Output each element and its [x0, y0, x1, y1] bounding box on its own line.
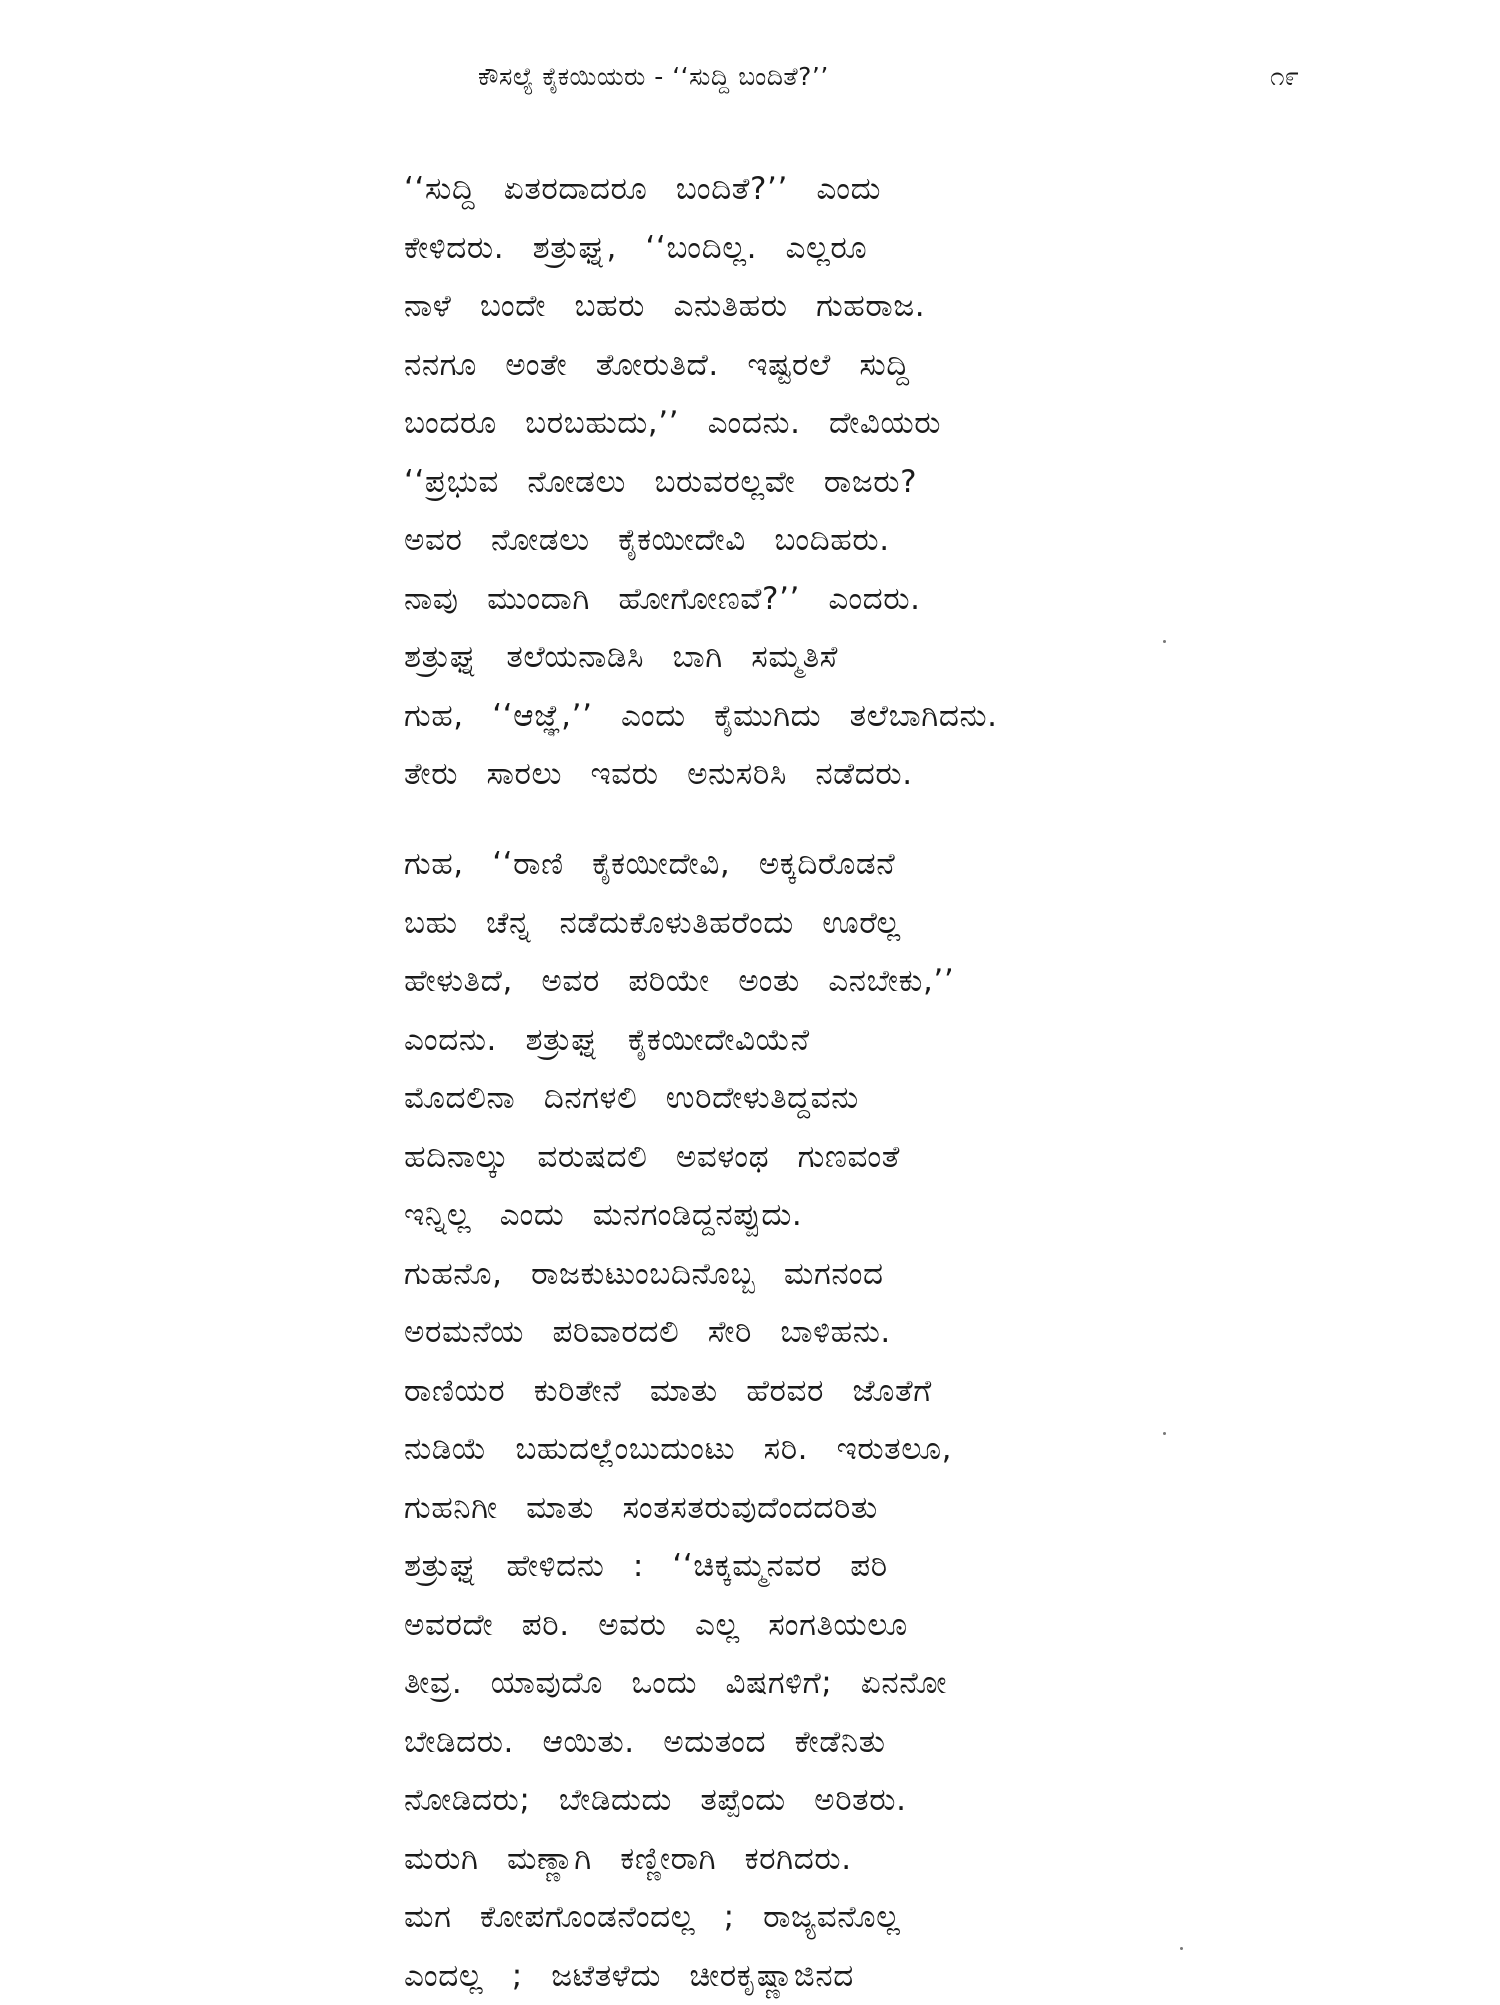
- verse-line: ಶತ್ರುಘ್ನ ಹೇಳಿದನು : ‘‘ಚಿಕ್ಕಮ್ಮನವರ ಪರಿ: [404, 1537, 1284, 1596]
- stanza-2: [404, 835, 1284, 2005]
- verse-line: ನನಗೂ ಅಂತೇ ತೋರುತಿದೆ. ಇಷ್ಟರಲೆ ಸುದ್ದಿ: [404, 336, 1284, 395]
- verse-line: ಗುಹನೊ, ರಾಜಕುಟುಂಬದಿನೊಬ್ಬ ಮಗನಂದ: [404, 1245, 1284, 1304]
- verse-line: ಮರುಗಿ ಮಣ್ಣಾಗಿ ಕಣ್ಣೀರಾಗಿ ಕರಗಿದರು.: [404, 1830, 1284, 1889]
- verse-line: ಅವರ ನೋಡಲು ಕೈಕಯೀದೇವಿ ಬಂದಿಹರು.: [404, 511, 1284, 570]
- stanza-1: [404, 160, 1284, 804]
- verse-line: ಮೊದಲಿನಾ ದಿನಗಳಲಿ ಉರಿದೇಳುತಿದ್ದವನು: [404, 1069, 1284, 1128]
- verse-line: ರಾಣಿಯರ ಕುರಿತೇನೆ ಮಾತು ಹೆರವರ ಜೊತೆಗೆ: [404, 1362, 1284, 1421]
- running-header: [0, 62, 1500, 102]
- verse-line: ‘‘ಪ್ರಭುವ ನೋಡಲು ಬರುವರಲ್ಲವೇ ರಾಜರು?: [404, 453, 1284, 512]
- scan-speck: [1163, 1432, 1166, 1435]
- verse-line: ಅವರದೇ ಪರಿ. ಅವರು ಎಲ್ಲ ಸಂಗತಿಯಲೂ: [404, 1596, 1284, 1655]
- verse-line: ತೀವ್ರ. ಯಾವುದೊ ಒಂದು ವಿಷಗಳಿಗೆ; ಏನನೋ: [404, 1654, 1284, 1713]
- running-title: ಕೌಸಲ್ಯೆ ಕೈಕಯಿಯರು - ‘‘ಸುದ್ದಿ ಬಂದಿತೆ?’’: [478, 62, 829, 92]
- scan-speck: [1163, 640, 1166, 643]
- verse-line: ಗುಹನಿಗೀ ಮಾತು ಸಂತಸತರುವುದೆಂದದರಿತು: [404, 1479, 1284, 1538]
- verse-line: ಇನ್ನಿಲ್ಲ ಎಂದು ಮನಗಂಡಿದ್ದನಪ್ಪುದು.: [404, 1186, 1284, 1245]
- verse-line: ಹದಿನಾಲ್ಕು ವರುಷದಲಿ ಅವಳಂಥ ಗುಣವಂತೆ: [404, 1128, 1284, 1187]
- verse-line: ನಾಳೆ ಬಂದೇ ಬಹರು ಎನುತಿಹರು ಗುಹರಾಜ.: [404, 277, 1284, 336]
- verse-line: ಎಂದಲ್ಲ ; ಜಟೆತಳೆದು ಚೀರಕೃಷ್ಣಾಜಿನದ: [404, 1947, 1284, 2005]
- verse-line: ತೇರು ಸಾರಲು ಇವರು ಅನುಸರಿಸಿ ನಡೆದರು.: [404, 745, 1284, 804]
- verse-line: ‘‘ಸುದ್ದಿ ಏತರದಾದರೂ ಬಂದಿತೆ?’’ ಎಂದು: [404, 160, 1284, 219]
- verse-line: ನಾವು ಮುಂದಾಗಿ ಹೋಗೋಣವೆ?’’ ಎಂದರು.: [404, 570, 1284, 629]
- verse-line: ಹೇಳುತಿದೆ, ಅವರ ಪರಿಯೇ ಅಂತು ಎನಬೇಕು,’’: [404, 952, 1284, 1011]
- verse-line: ನೋಡಿದರು; ಬೇಡಿದುದು ತಪ್ಪೆಂದು ಅರಿತರು.: [404, 1771, 1284, 1830]
- verse-line: ಮಗ ಕೋಪಗೊಂಡನೆಂದಲ್ಲ ; ರಾಜ್ಯವನೊಲ್ಲ: [404, 1888, 1284, 1947]
- verse-line: ಅರಮನೆಯ ಪರಿವಾರದಲಿ ಸೇರಿ ಬಾಳಿಹನು.: [404, 1303, 1284, 1362]
- verse-line: ಕೇಳಿದರು. ಶತ್ರುಘ್ನ, ‘‘ಬಂದಿಲ್ಲ. ಎಲ್ಲರೂ: [404, 219, 1284, 278]
- verse-line: ಬೇಡಿದರು. ಆಯಿತು. ಅದುತಂದ ಕೇಡೆನಿತು: [404, 1713, 1284, 1772]
- verse-line: ಗುಹ, ‘‘ರಾಣಿ ಕೈಕಯೀದೇವಿ, ಅಕ್ಕದಿರೊಡನೆ: [404, 835, 1284, 894]
- verse-line: ಎಂದನು. ಶತ್ರುಘ್ನ ಕೈಕಯೀದೇವಿಯೆನೆ: [404, 1011, 1284, 1070]
- verse-line: ನುಡಿಯೆ ಬಹುದಲ್ಲೆಂಬುದುಂಟು ಸರಿ. ಇರುತಲೂ,: [404, 1420, 1284, 1479]
- verse-line: ಬಹು ಚೆನ್ನ ನಡೆದುಕೊಳುತಿಹರೆಂದು ಊರೆಲ್ಲ: [404, 894, 1284, 953]
- verse-line: ಗುಹ, ‘‘ಆಜ್ಞೆ,’’ ಎಂದು ಕೈಮುಗಿದು ತಲೆಬಾಗಿದನು.: [404, 687, 1284, 746]
- verse-line: ಬಂದರೂ ಬರಬಹುದು,’’ ಎಂದನು. ದೇವಿಯರು: [404, 394, 1284, 453]
- scan-speck: [1180, 1947, 1183, 1950]
- page-number: ೧೯: [1270, 62, 1299, 93]
- verse-line: ಶತ್ರುಘ್ನ ತಲೆಯನಾಡಿಸಿ ಬಾಗಿ ಸಮ್ಮತಿಸೆ: [404, 628, 1284, 687]
